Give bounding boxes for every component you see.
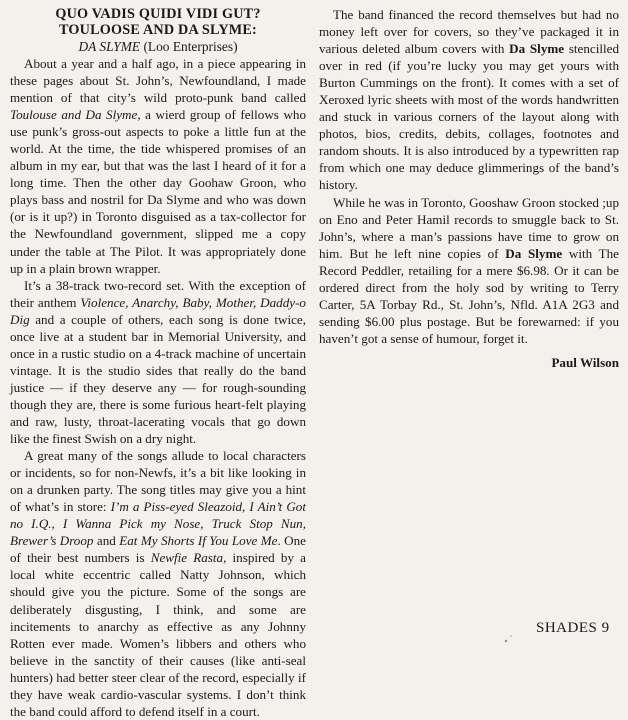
p3-text-a: A great many of the songs allude to local characters or incidents, so for non-Newfs, it’s a bit like looking in on a drunken party. The song titles may give you a hint of what’s in store: xyxy=(10,448,306,515)
record-label: (Loo Enterprises) xyxy=(143,39,238,54)
p3-text-b: . One of their best numbers is xyxy=(10,533,306,566)
p3-text-c: , inspired by a local white eccentric called Natty Johnson, which should give you the picture. Some of the songs are deliberately disgusting, I think, and some are incitements to anarchy as effective as any Johnny Rotten ever made. Women’s libbers and others who believe in the sanctity of their causes (like anti-seal hunters) had better steer clear of the record, especially if they have weak cardio-vascular systems. I don’t think the band could afford to defend itself in a court. xyxy=(10,550,306,719)
p2-text-a: It’s a 38-track two-record set. With the exception of their anthem xyxy=(10,277,306,310)
p2-text-b: and a couple of others, each song is done twice, once live at a student bar in Memorial University, and once in a rustic studio on a 4-track machine of uncertain vintage. It is the studio sides that really do the band justice — if they deserve any — for rough-sounding though they are, there is some furious heart-felt playing and raw, lusty, throat-lacerating vocals that go down like the finest Swish on a dry night. xyxy=(10,311,306,447)
p5-text-b: with The Record Peddler, retailing for a mere $6.98. Or it can be ordered direct from the holy sod by writing to Terry Carter, 5A Torbay Rd., St. John’s, Nfld. A1A 2G3 and sending $6.00 plus postage. But be forewarned: if you haven’t got a sense of humour, forget it. xyxy=(319,245,619,346)
p3-best-song: Newfie Rasta xyxy=(150,550,224,566)
page-footer: SHADES 9 xyxy=(536,620,610,636)
p4-album-name: Da Slyme xyxy=(509,41,565,57)
speck xyxy=(510,635,512,637)
p1-text-a: About a year and a half ago, in a piece appearing in these pages about St. John’s, Newfoundland, I made mention of that city’s wild proto-punk band called xyxy=(10,56,306,106)
p4-text-a: The band financed the record themselves but had no money left over for covers, so they’ve packaged it in various deleted album covers with xyxy=(319,7,619,57)
p3-last-title: Eat My Shorts If You Love Me xyxy=(119,533,278,549)
headline-line-2: TOULOOSE AND DA SLYME: xyxy=(59,22,257,38)
p3-song-titles: I’m a Piss-eyed Sleazoid, I Ain’t Got no I.Q., I Wanna Pick my Nose, Truck Stop Nun, Brewer’s Droop xyxy=(10,499,306,549)
p1-band-name: Toulouse and Da Slyme xyxy=(10,107,138,123)
p4-text-b: stencilled over in red (if you’re lucky you may get yours with Burton Cummings on the front). It comes with a set of Xeroxed lyric sheets with most of the words handwritten and stuck in various corners of the layout along with photos, bios, credits, debits, collages, footnotes and random shouts. It is also introduced by a typewritten rap from which one may deduce glimmerings of the band’s history. xyxy=(319,41,619,193)
album-title: DA SLYME xyxy=(78,39,141,54)
p1-text-b: , a wierd group of fellows who use punk’s gross-out aspects to poke a little fun at the world. At the time, the tide whispered promises of an album in my ear, but that was the last I heard of it for a long time. Then the other day Goohaw Groon, who plays bass and nostril for Da Slyme and who was down (or is it up?) in Toronto disguised as a tax-collector for the Newfoundland government, slipped me a copy under the table at The Pilot. It was appropriately done up in a plain brown wrapper. xyxy=(10,107,306,276)
p5-album-name: Da Slyme xyxy=(505,245,563,261)
p2-song-list: Violence, Anarchy, Baby, Mother, Daddy-o Dig xyxy=(10,294,306,327)
author-signature: Paul Wilson xyxy=(551,354,619,370)
headline-line-1: QUO VADIS QUIDI VIDI GUT? xyxy=(55,6,261,22)
speck xyxy=(505,640,507,642)
p3-and: and xyxy=(93,533,120,549)
p5-text-a: While he was in Toronto, Gooshaw Groon stocked ;up on Eno and Peter Hamil records to smuggle back to St. John’s, where a man’s passions have time to grow on him. But he left nine copies of xyxy=(319,194,619,261)
